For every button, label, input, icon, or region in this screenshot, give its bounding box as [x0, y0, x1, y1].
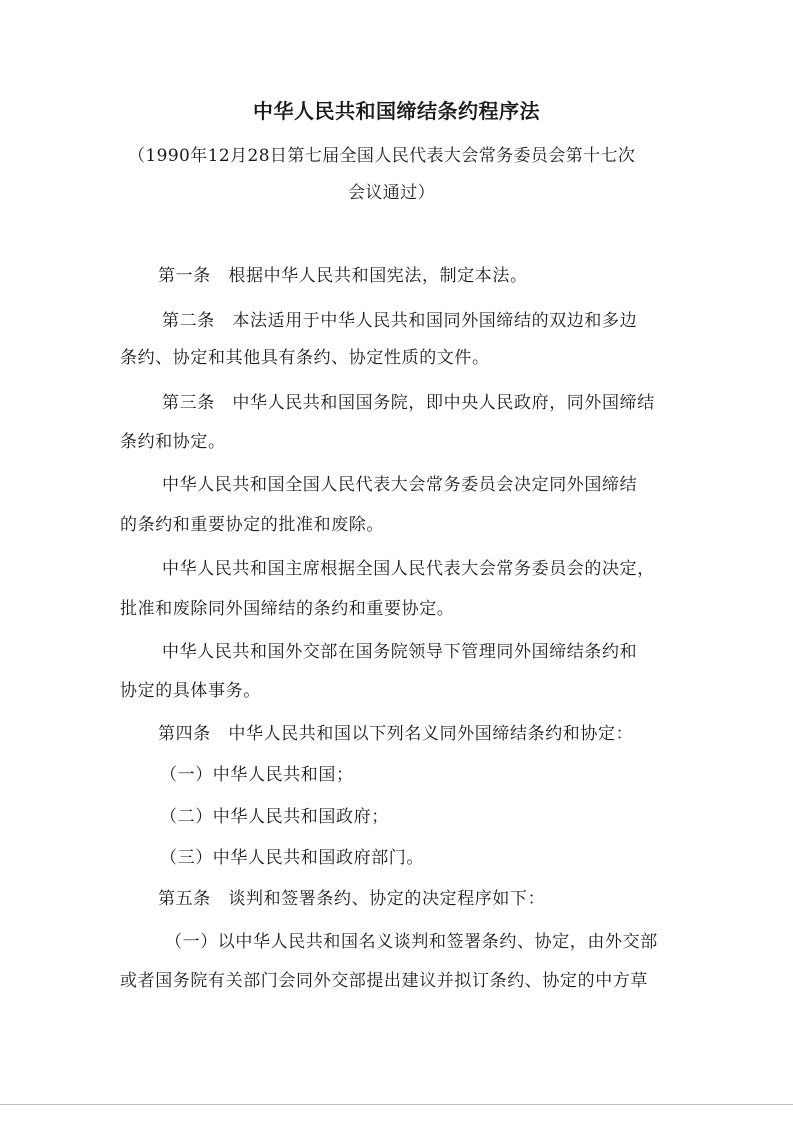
body-line: 条约、协定和其他具有条约、协定性质的文件。	[120, 348, 490, 368]
body-line: 的条约和重要协定的批准和废除。	[120, 515, 384, 535]
body-line: 第二条 本法适用于中华人民共和国同外国缔结的双边和多边	[162, 311, 638, 331]
body-line: 批准和废除同外国缔结的条约和重要协定。	[120, 599, 455, 619]
body-line: 第五条 谈判和签署条约、协定的决定程序如下：	[158, 889, 546, 909]
body-line: 条约和协定。	[120, 432, 226, 452]
document-subtitle-line-2: 会议通过）	[348, 183, 435, 203]
body-line: 中华人民共和国外交部在国务院领导下管理同外国缔结条约和	[162, 642, 638, 662]
body-line: （一）以中华人民共和国名义谈判和签署条约、协定，由外交部	[165, 932, 658, 952]
document-subtitle-line-1: （1990年12月28日第七届全国人民代表大会常务委员会第十七次	[128, 146, 636, 166]
body-line: （三）中华人民共和国政府部门。	[160, 848, 424, 868]
body-line: 第四条 中华人民共和国以下列名义同外国缔结条约和协定：	[158, 724, 634, 744]
body-line: （一）中华人民共和国；	[160, 765, 354, 785]
body-line: 中华人民共和国主席根据全国人民代表大会常务委员会的决定，	[162, 559, 655, 579]
body-line: 或者国务院有关部门会同外交部提出建议并拟订条约、协定的中方草	[120, 971, 648, 991]
page-bottom-rule	[0, 1104, 793, 1105]
body-line: 协定的具体事务。	[120, 681, 261, 701]
document-title: 中华人民共和国缔结条约程序法	[253, 99, 540, 123]
body-line: 中华人民共和国全国人民代表大会常务委员会决定同外国缔结	[162, 475, 638, 495]
body-line: （二）中华人民共和国政府；	[160, 807, 389, 827]
body-line: 第一条 根据中华人民共和国宪法，制定本法。	[158, 266, 528, 286]
body-line: 第三条 中华人民共和国国务院，即中央人民政府，同外国缔结	[162, 393, 655, 413]
